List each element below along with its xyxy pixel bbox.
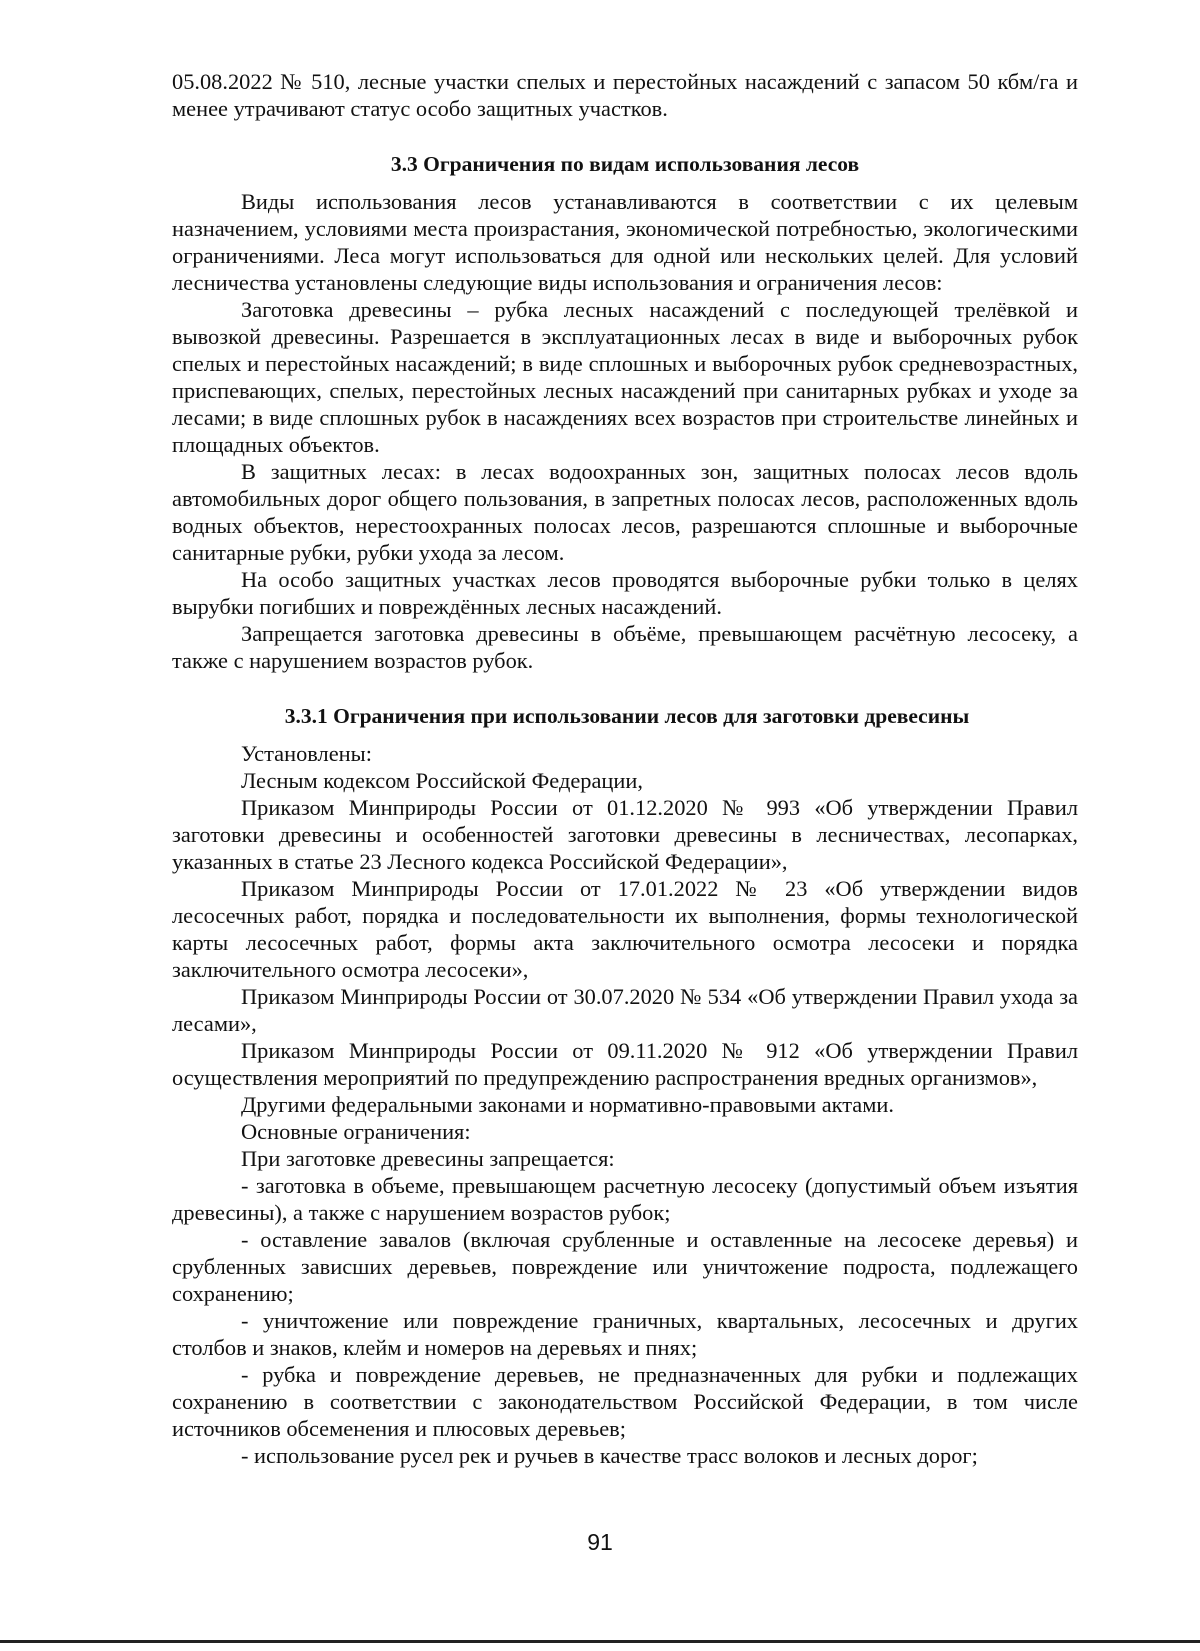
- paragraph: Запрещается заготовка древесины в объёме, превышающем расчётную лесосеку, а также с нарушением возрастов рубок.: [172, 621, 1078, 673]
- section-heading-3-3-1: 3.3.1 Ограничения при использовании лесов для заготовки древесины: [284, 704, 970, 728]
- list-item: - рубка и повреждение деревьев, не предназначенных для рубки и подлежащих сохранению в соответствии с законодательством Российской Федерации, в том числе источников обсеменения и плюсовых деревьев;: [172, 1362, 1078, 1441]
- paragraph: Другими федеральными законами и нормативно-правовыми актами.: [241, 1092, 894, 1117]
- section-heading-3-3: 3.3 Ограничения по видам использования лесов: [390, 152, 860, 176]
- page-number: 91: [587, 1529, 613, 1555]
- paragraph: Виды использования лесов устанавливаются в соответствии с их целевым назначением, условиями места произрастания, экономической потребностью, экологическими ограничениями. Леса могут использоваться для одной или нескольких целей. Для условий лесничества установлены следующие виды использования и ограничения лесов:: [172, 189, 1078, 295]
- paragraph: В защитных лесах: в лесах водоохранных зон, защитных полосах лесов вдоль автомобильных дорог общего пользования, в запретных полосах лесов, расположенных вдоль водных объектов, нерестоохранных полосах лесов, разрешаются сплошные и выборочные санитарные рубки, рубки ухода за лесом.: [172, 459, 1078, 565]
- paragraph: На особо защитных участках лесов проводятся выборочные рубки только в целях вырубки погибших и повреждённых лесных насаждений.: [172, 567, 1078, 619]
- paragraph: Лесным кодексом Российской Федерации,: [241, 768, 643, 793]
- paragraph: Заготовка древесины – рубка лесных насаждений с последующей трелёвкой и вывозкой древесины. Разрешается в эксплуатационных лесах в виде и выборочных рубок спелых и перестойных насаждений; в виде сплошных и выборочных рубок средневозрастных, приспевающих, спелых, перестойных лесных насаждений при санитарных рубках и уходе за лесами; в виде сплошных рубок в насаждениях всех возрастов при строительстве линейных и площадных объектов.: [172, 297, 1078, 457]
- list-item: - использование русел рек и ручьев в качестве трасс волоков и лесных дорог;: [241, 1443, 978, 1468]
- scan-edge-line: [0, 1640, 1200, 1643]
- list-item: - заготовка в объеме, превышающем расчетную лесосеку (допустимый объем изъятия древесины), а также с нарушением возрастов рубок;: [172, 1173, 1078, 1225]
- paragraph: Основные ограничения:: [241, 1119, 471, 1144]
- intro-paragraph: 05.08.2022 № 510, лесные участки спелых и перестойных насаждений с запасом 50 кбм/га и менее утрачивают статус особо защитных участков.: [172, 69, 1078, 121]
- paragraph: Установлены:: [241, 741, 372, 766]
- paragraph: Приказом Минприроды России от 01.12.2020 № 993 «Об утверждении Правил заготовки древесины и особенностей заготовки древесины в лесничествах, лесопарках, указанных в статье 23 Лесного кодекса Российской Федерации»,: [172, 795, 1078, 874]
- paragraph: Приказом Минприроды России от 30.07.2020 № 534 «Об утверждении Правил ухода за лесами»,: [172, 984, 1078, 1036]
- paragraph: Приказом Минприроды России от 09.11.2020 № 912 «Об утверждении Правил осуществления мероприятий по предупреждению распространения вредных организмов»,: [172, 1038, 1078, 1090]
- list-item: - оставление завалов (включая срубленные и оставленные на лесосеке деревья) и срубленных зависших деревьев, повреждение или уничтожение подроста, подлежащего сохранению;: [172, 1227, 1078, 1306]
- paragraph: Приказом Минприроды России от 17.01.2022 № 23 «Об утверждении видов лесосечных работ, порядка и последовательности их выполнения, формы технологической карты лесосечных работ, формы акта заключительного осмотра лесосеки и порядка заключительного осмотра лесосеки»,: [172, 876, 1078, 982]
- list-item: - уничтожение или повреждение граничных, квартальных, лесосечных и других столбов и знаков, клейм и номеров на деревьях и пнях;: [172, 1308, 1078, 1360]
- paragraph: При заготовке древесины запрещается:: [241, 1146, 615, 1171]
- page-content: [172, 68, 1078, 1469]
